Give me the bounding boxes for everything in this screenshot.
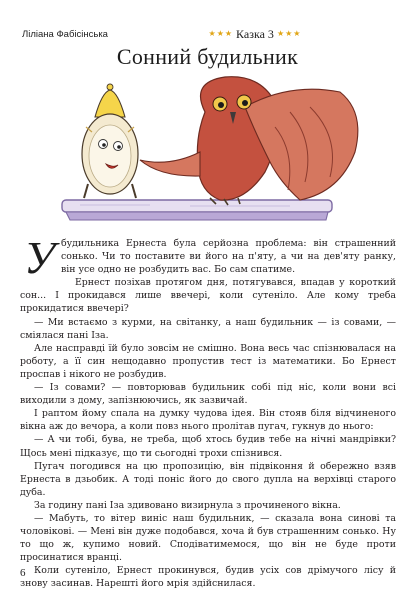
paragraph-2: Ернест позіхав протягом дня, потягувався, впадав у короткий сон... І прокидався лише ввечері, коли сутеніло. Але кому треба прокидатися ввечері? [20, 277, 396, 315]
paragraph-8: Пугач погодився на цю пропозицію, він підвіконня й обережно взяв Ернеста в дзьобик. А тоді поніс його до свого дупла на верхівці старого дуба. [20, 460, 396, 498]
paragraph-1: У будильника Ернеста була серйозна проблема: він страшенний сонько. Чи то поставите ви його на п'яту, а чи на дев'яту ранку, він усе одно не розбудить вас. Бо сам спатиме. [24, 232, 396, 283]
paragraph-3: — Ми встаємо з курми, на світанку, а наш будильник — із совами, — сміялася пані Іза. [20, 316, 396, 341]
paragraph-9: За годину пані Іза здивовано визирнула з прочиненого вікна. [34, 499, 341, 511]
story-text [20, 232, 396, 591]
clock-and-owl-illustration [40, 72, 375, 232]
alarm-clock-icon [82, 84, 138, 198]
paragraph-6: І раптом йому спала на думку чудова ідея. Він стояв біля відчиненого вікна аж до вечора, а коли повз нього пролітав пугач, гукнув до нього: [20, 408, 396, 433]
tale-number-text: Казка 3 [236, 27, 274, 41]
running-header-author: Ліліана Фабісінська [22, 29, 108, 40]
page-title: Сонний будильник [116, 44, 299, 69]
stars-left-icon: ★★★ [208, 29, 234, 38]
page-number: 6 [20, 567, 26, 579]
paragraph-5: — Із совами? — повторював будильник собі під ніс, коли вони всі виходили з дому, запізнюючись, як зазвичай. [20, 382, 396, 407]
paragraph-7: — А чи тобі, бува, не треба, щоб хтось будив тебе на нічні мандрівки? Щось мені підказує, що ти сьогодні трохи спізнився. [20, 434, 396, 459]
paragraph-11: Коли сутеніло, Ернест прокинувся, будив усіх сов дрімучого лісу й знову засинав. Нарешті його мрія здійснилася. [20, 565, 396, 590]
paragraph-10: — Мабуть, то вітер виніс наш будильник, — сказала вона синові та чоловікові. — Мені він дуже подобався, хоча й був страшенним сонько. Ну то що ж, купимо новий. Сподіватимемося, що він не буде проти просинатися вранці. [20, 512, 396, 564]
drop-cap-letter: У [24, 232, 55, 283]
paragraph-4: Але насправді їй було зовсім не смішно. Вона весь час спізнювалася на роботу, а її син нещодавно пропустив тест із математики. Бо Ернест проспав і нікого не розбудив. [20, 342, 396, 380]
shelf-icon [62, 200, 332, 220]
tale-number-label [0, 27, 415, 42]
owl-icon [140, 77, 358, 205]
stars-right-icon: ★★★ [276, 29, 302, 38]
